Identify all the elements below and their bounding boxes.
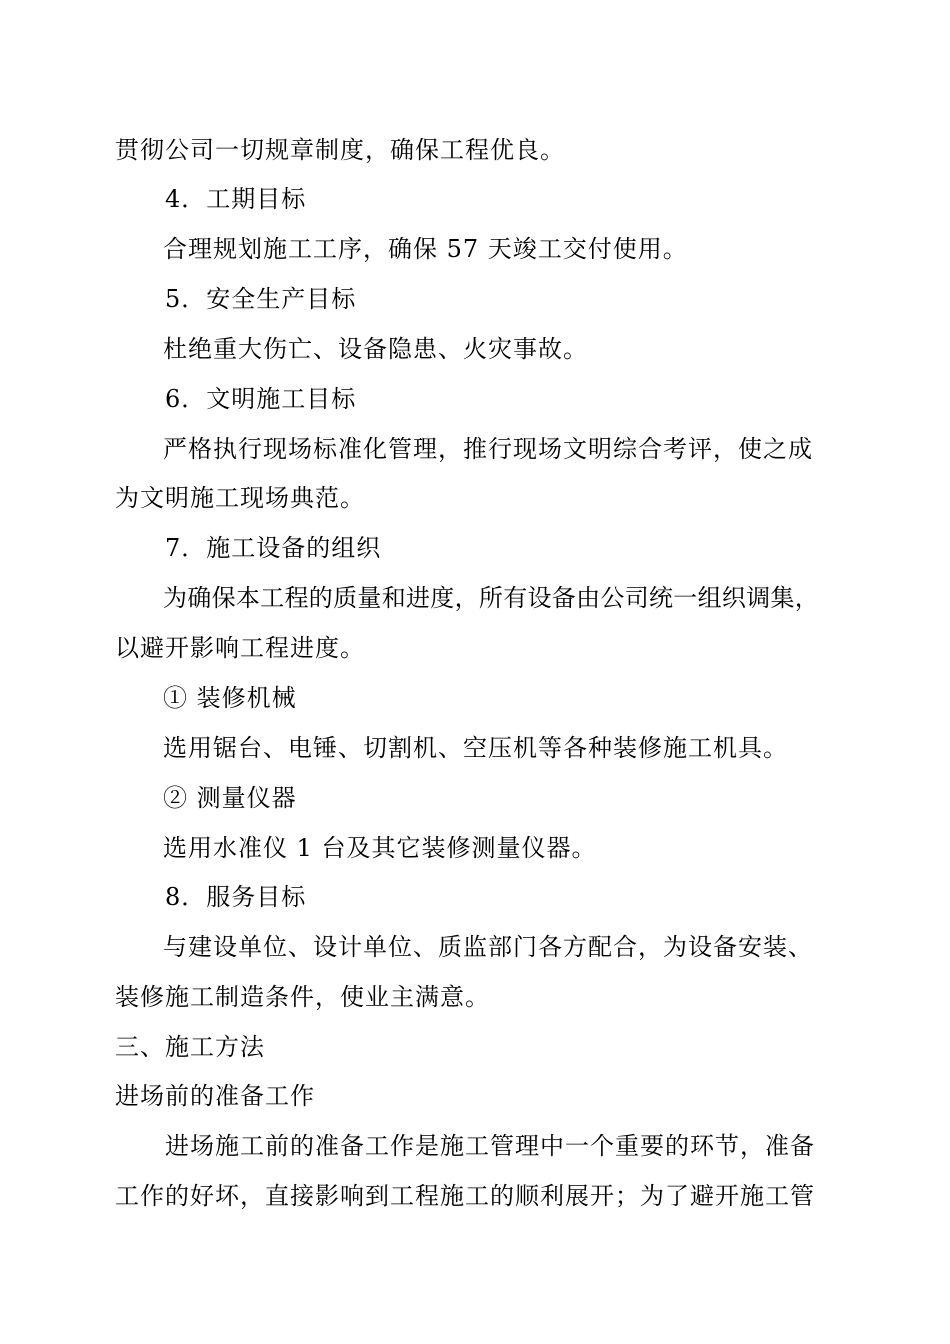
section-heading-schedule-goal: 4．工期目标 xyxy=(165,185,307,213)
paragraph-service-line-1: 与建设单位、设计单位、质监部门各方配合，为设备安装、 xyxy=(163,933,813,961)
subheading-measuring-instruments: ② 测量仪器 xyxy=(163,784,297,812)
section-heading-safety-goal: 5．安全生产目标 xyxy=(165,285,357,313)
paragraph-civilized-line-2: 为文明施工现场典范。 xyxy=(115,484,365,512)
paragraph-instruments: 选用水准仪 1 台及其它装修测量仪器。 xyxy=(163,834,597,862)
paragraph-preparation-line-1: 进场施工前的准备工作是施工管理中一个重要的环节，准备 xyxy=(165,1132,815,1160)
paragraph-preparation-line-2: 工作的好坏，直接影响到工程施工的顺利展开；为了避开施工管 xyxy=(115,1182,815,1210)
chapter-heading-construction-method: 三、施工方法 xyxy=(115,1033,265,1061)
section-heading-equipment-organization: 7．施工设备的组织 xyxy=(165,534,382,562)
paragraph-machinery: 选用锯台、电锤、切割机、空压机等各种装修施工机具。 xyxy=(163,734,788,762)
section-heading-service-goal: 8．服务目标 xyxy=(165,883,307,911)
subheading-decoration-machinery: ① 装修机械 xyxy=(163,684,297,712)
paragraph-continuation: 贯彻公司一切规章制度，确保工程优良。 xyxy=(115,136,565,164)
paragraph-equipment-line-1: 为确保本工程的质量和进度，所有设备由公司统一组织调集， xyxy=(163,584,820,612)
paragraph-equipment-line-2: 以避开影响工程进度。 xyxy=(115,634,365,662)
paragraph-civilized-line-1: 严格执行现场标准化管理，推行现场文明综合考评，使之成 xyxy=(163,435,813,463)
paragraph-schedule: 合理规划施工工序，确保 57 天竣工交付使用。 xyxy=(163,235,688,263)
subheading-preparation: 进场前的准备工作 xyxy=(115,1082,315,1110)
paragraph-safety: 杜绝重大伤亡、设备隐患、火灾事故。 xyxy=(163,335,588,363)
paragraph-service-line-2: 装修施工制造条件，使业主满意。 xyxy=(115,983,490,1011)
section-heading-civilized-construction: 6．文明施工目标 xyxy=(165,385,357,413)
